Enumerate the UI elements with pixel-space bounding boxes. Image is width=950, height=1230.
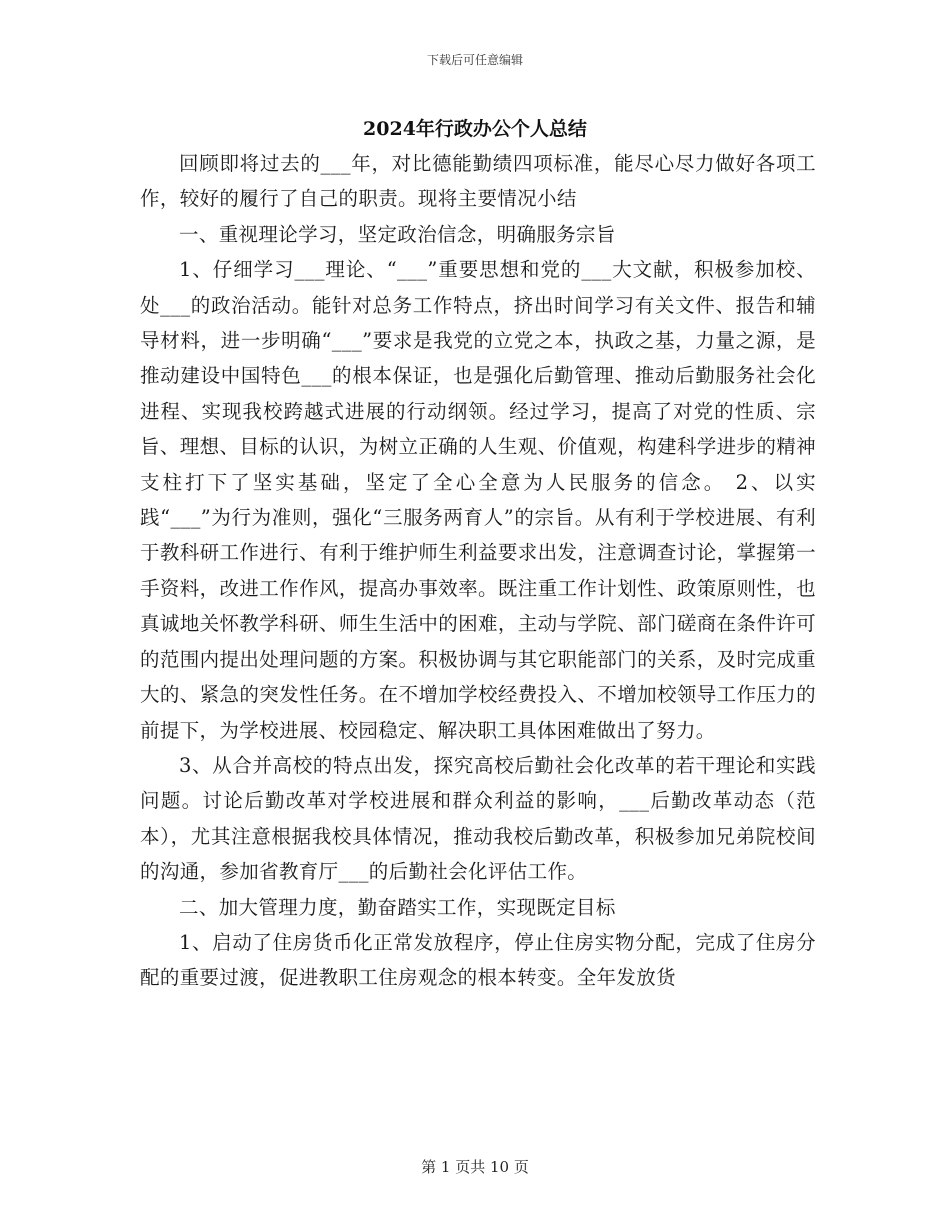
document-body (140, 146, 816, 996)
body-paragraph: 1、启动了住房货币化正常发放程序，停止住房实物分配，完成了住房分配的重要过渡，促进教职工住房观念的根本转变。全年发放货 (140, 930, 816, 990)
page-number: 第 1 页共 10 页 (421, 1158, 529, 1176)
body-paragraph: 1、仔细学习___理论、“___”重要思想和党的___大文献，积极参加校、处___的政治活动。能针对总务工作特点，挤出时间学习有关文件、报告和辅导材料，进一步明确“___”要求是我党的立党之本，执政之基，力量之源，是推动建设中国特色___的根本保证，也是强化后勤管理、推动后勤服务社会化进程、实现我校跨越式进展的行动纲领。经过学习，提高了对党的性质、宗旨、理想、目标的认识，为树立正确的人生观、价值观，构建科学进步的精神支柱打下了坚实基础，坚定了全心全意为人民服务的信念。 2、以实践“___”为行为准则，强化“三服务两育人”的宗旨。从有利于学校进展、有利于教科研工作进行、有利于维护师生利益要求出发，注意调查讨论，掌握第一手资料，改进工作作风，提高办事效率。既注重工作计划性、政策原则性，也真诚地关怀教学科研、师生生活中的困难，主动与学院、部门磋商在条件许可的范围内提出处理问题的方案。积极协调与其它职能部门的关系，及时完成重大的、紧急的突发性任务。在不增加学校经费投入、不增加校领导工作压力的前提下，为学校进展、校园稳定、解决职工具体困难做出了努力。 (140, 258, 816, 742)
section-heading: 二、加大管理力度，勤奋踏实工作，实现既定目标 (179, 895, 616, 919)
document-title: 2024年行政办公个人总结 (363, 118, 587, 140)
section-heading: 一、重视理论学习，坚定政治信念，明确服务宗旨 (179, 222, 616, 246)
body-paragraph: 回顾即将过去的___年，对比德能勤绩四项标准，能尽心尽力做好各项工作，较好的履行了自己的职责。现将主要情况小结 (140, 152, 816, 211)
body-paragraph: 3、从合并高校的特点出发，探究高校后勤社会化改革的若干理论和实践问题。讨论后勤改革对学校进展和群众利益的影响，___后勤改革动态（范本），尤其注意根据我校具体情况，推动我校后勤改革，积极参加兄弟院校间的沟通，参加省教育厅___的后勤社会化评估工作。 (140, 753, 816, 884)
page-header-note: 下载后可任意编辑 (426, 53, 523, 67)
